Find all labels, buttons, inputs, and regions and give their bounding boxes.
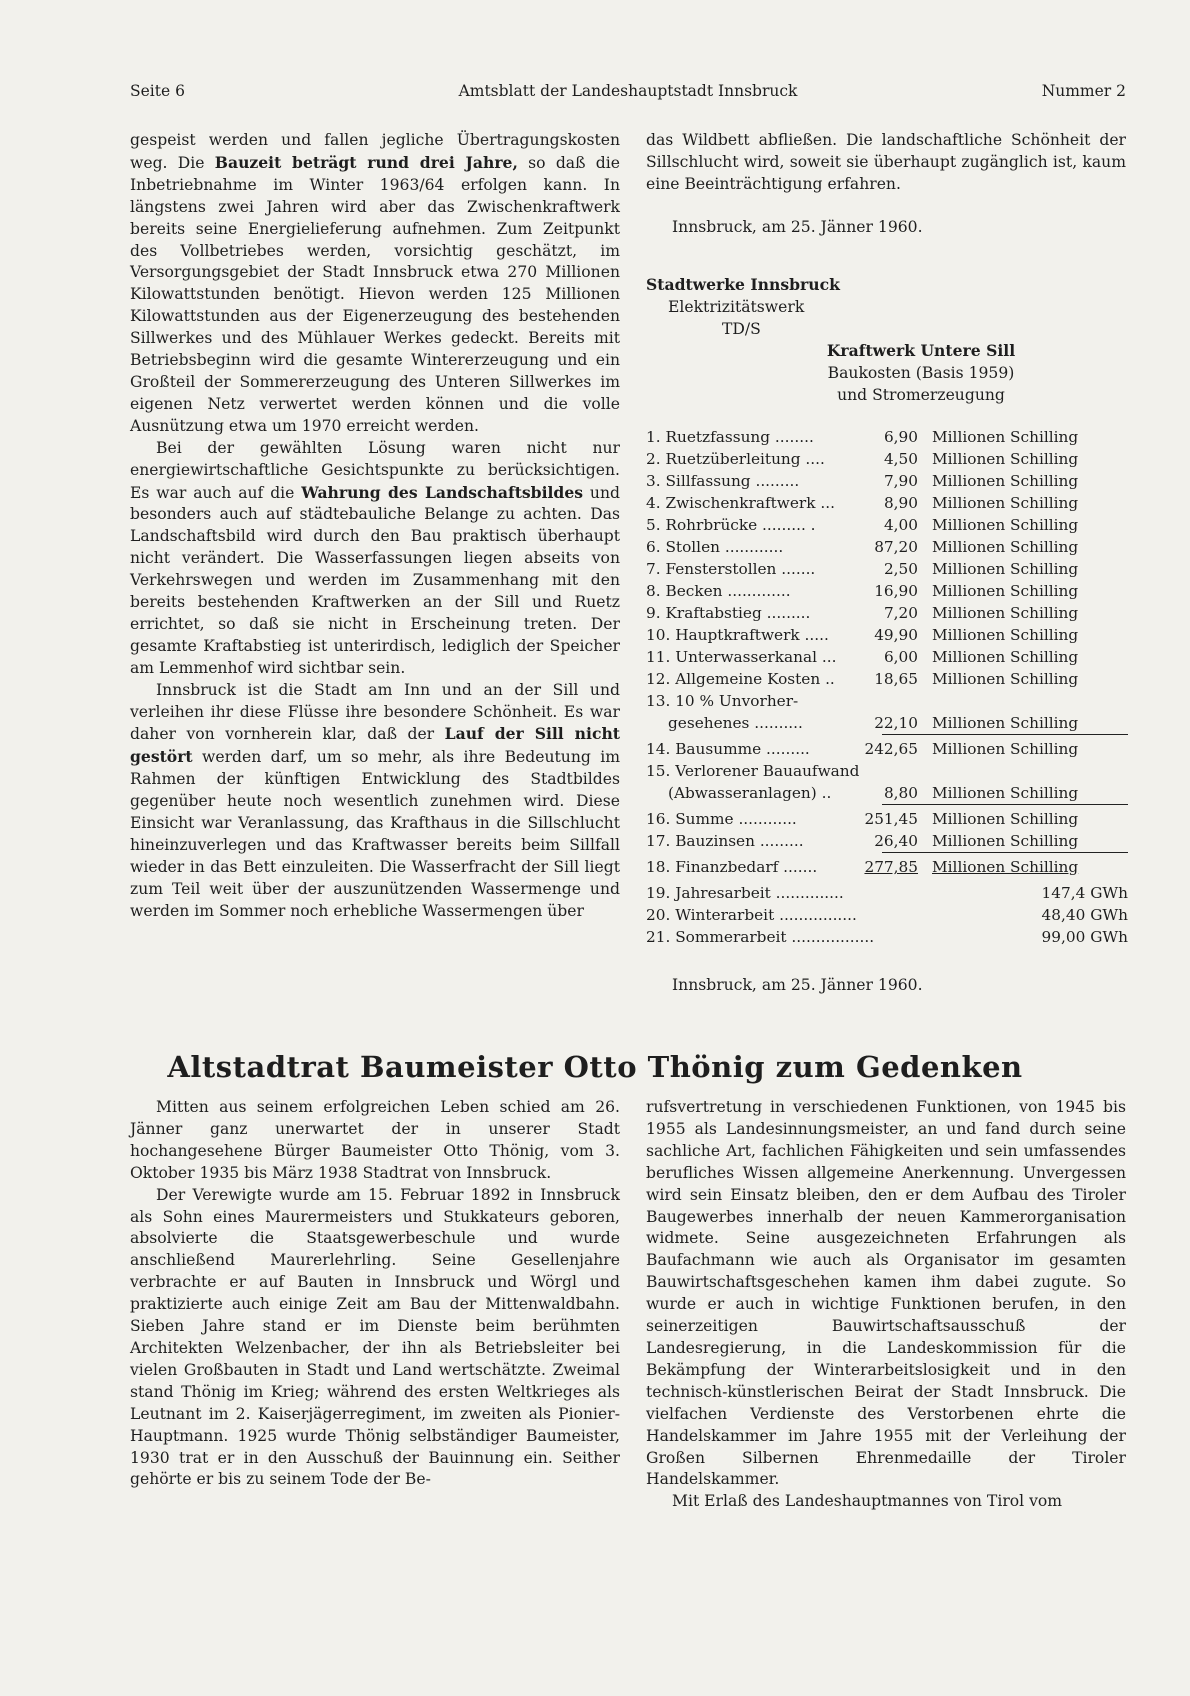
page-header	[130, 82, 1126, 104]
cost-item-unit: Millionen Schilling	[932, 604, 1079, 622]
cost-item-unit: Millionen Schilling	[932, 648, 1079, 666]
cost-item-amount: 2,50	[883, 560, 918, 578]
cost-item-label: 6. Stollen ............	[646, 538, 784, 556]
cost-item-unit: Millionen Schilling	[932, 450, 1079, 468]
energy-rows	[646, 884, 1128, 950]
paragraph: Der Verewigte wurde am 15. Februar 1892 in Innsbruck als Sohn eines Maurermeisters und Stukkateurs geboren, absolvierte die Staatsgewerbeschule und wurde anschließend Maurerlehrling. Seine Gesellenjahre verbrachte er auf Bauten in Innsbruck und Wörgl und praktizierte auch einige Zeit am Bau der Mittenwaldbahn. Sieben Jahre stand er im Dienste beim berühmten Architekten Welzenbacher, der ihn als Betriebsleiter bei vielen Großbauten in Stadt und Land wertschätzte. Zweimal stand Thönig im Krieg; während des ersten Weltkrieges als Leutnant im 2. Kaiserjägerregiment, im zweiten als Pionier-Hauptmann. 1925 wurde Thönig selbständiger Baumeister, 1930 trat er in den Ausschuß der Bauinnung ein. Seither gehörte er bis zu seinem Tode der Be-	[130, 1185, 620, 1489]
cost-item-label: 7. Fensterstollen .......	[646, 560, 816, 578]
paragraph: Innsbruck ist die Stadt am Inn und an der Sill und verleihen ihr diese Flüsse ihre besondere Schönheit. Es war daher von vornherein klar, daß der Lauf der Sill nicht gestört werden darf, um so mehr, als ihre Bedeutung im Rahmen der künftigen Entwicklung des Stadtbildes gegenüber heute noch wesentlich zunehmen wird. Diese Einsicht war Veranlassung, das Krafthaus in die Sillschlucht hineinzuverlegen und das Kraftwasser bereits beim Sillfall wieder in das Bett einzuleiten. Die Wasserfracht der Sill liegt zum Teil weit über der auszunützenden Wassermenge und werden im Sommer noch erhebliche Wassermengen über	[130, 680, 620, 920]
obituary-column-left	[130, 1097, 620, 1491]
paragraph: Mitten aus seinem erfolgreichen Leben schied am 26. Jänner ganz unerwartet der in unserer Stadt hochangesehene Bürger Baumeister Otto Thönig, vom 3. Oktober 1935 bis März 1938 Stadtrat von Innsbruck.	[130, 1098, 620, 1182]
energy-value: 48,40 GWh	[1041, 906, 1128, 924]
dateline: Innsbruck, am 25. Jänner 1960.	[672, 217, 923, 236]
cost-item-label: 5. Rohrbrücke ......... .	[646, 516, 816, 534]
emphasis: Lauf der Sill nicht gestört	[130, 724, 620, 767]
cost-item-label: 1. Ruetzfassung ........	[646, 428, 814, 446]
cost-item-unit: Millionen Schilling	[932, 560, 1079, 578]
cost-item-amount: 8,90	[883, 494, 918, 512]
cost-item-unit: Millionen Schilling	[932, 428, 1079, 446]
organization-name: Stadtwerke Innsbruck	[646, 275, 840, 294]
cost-item-amount: 7,90	[883, 472, 918, 490]
cost-item-amount: 49,90	[874, 626, 918, 644]
cost-item-amount: 6,00	[883, 648, 918, 666]
cost-item-label: 2. Ruetzüberleitung ....	[646, 450, 825, 468]
table-subtitle: und Stromerzeugung	[837, 386, 1005, 404]
cost-item-unit: Millionen Schilling	[932, 582, 1079, 600]
cost-item-label: 3. Sillfassung .........	[646, 472, 800, 490]
article-column-right	[646, 130, 1126, 239]
emphasis: Bauzeit beträgt rund drei Jahre,	[214, 152, 518, 172]
cost-table	[646, 428, 1128, 950]
cost-rows	[646, 428, 1128, 692]
cost-item-label: 9. Kraftabstieg .........	[646, 604, 811, 622]
cost-item-unit: Millionen Schilling	[932, 670, 1079, 688]
table-row	[646, 670, 1128, 692]
paragraph: gespeist werden und fallen jegliche Übertragungskosten weg. Die Bauzeit beträgt rund drei Jahre, so daß die Inbetriebnahme im Winter 1963/64 erfolgen kann. In längstens zwei Jahren wird aber das Zwischenkraftwerk bereits seine Energielieferung aufnehmen. Zum Zeitpunkt des Vollbetriebes werden, vorsichtig geschätzt, im Versorgungsgebiet der Stadt Innsbruck etwa 270 Millionen Kilowattstunden benötigt. Hievon werden 125 Millionen Kilowattstunden aus der Eigenerzeugung des bestehenden Sillwerkes und des Mühlauer Werkes gedeckt. Bereits mit Betriebsbeginn wird die gesamte Wintererzeugung und ein Großteil der Sommererzeugung des Unteren Sillwerkes im eigenen Netz verwertet werden können und die volle Ausnützung etwa um 1970 erreicht werden.	[130, 131, 620, 435]
cost-item-label: 8. Becken .............	[646, 582, 791, 600]
table-row	[646, 538, 1128, 560]
energy-value: 99,00 GWh	[1041, 928, 1128, 946]
cost-item-unit: Millionen Schilling	[932, 494, 1079, 512]
department-name: Elektrizitätswerk	[668, 298, 805, 316]
table-row	[646, 604, 1128, 626]
paragraph: Bei der gewählten Lösung waren nicht nur energiewirtschaftliche Gesichtspunkte zu berücksichtigen. Es war auch auf die Wahrung des Landschaftsbildes und besonders auch auf städtebauliche Belange zu achten. Das Landschaftsbild wird durch den Bau praktisch überhaupt nicht verändert. Die Wasserfassungen liegen abseits von Verkehrswegen und werden im Zusammenhang mit den bereits bestehenden Kraftwerken an der Sill und Ruetz errichtet, so daß sie nicht in Erscheinung treten. Der gesamte Kraftabstieg ist unterirdisch, lediglich der Speicher am Lemmenhof wird sichtbar sein.	[130, 438, 620, 677]
table-title: Kraftwerk Untere Sill	[826, 341, 1016, 360]
cost-item-unit: Millionen Schilling	[932, 472, 1079, 490]
cost-item-amount: 6,90	[883, 428, 918, 446]
energy-row	[646, 884, 1128, 906]
cost-item-amount: 4,00	[883, 516, 918, 534]
energy-value: 147,4 GWh	[1041, 884, 1128, 902]
table-subtitle: Baukosten (Basis 1959)	[827, 364, 1015, 382]
obituary-column-right	[646, 1097, 1126, 1513]
table-row	[646, 428, 1128, 450]
energy-row	[646, 906, 1128, 928]
issue-number: Nummer 2	[1041, 82, 1126, 100]
cost-item-amount: 4,50	[883, 450, 918, 468]
table-row	[646, 648, 1128, 670]
table-row: 17. Bauzinsen ......... 26,40 Millionen Schilling	[646, 832, 1079, 850]
cost-item-label: 4. Zwischenkraftwerk ...	[646, 494, 835, 512]
table-row	[646, 472, 1128, 494]
paragraph: das Wildbett abfließen. Die landschaftliche Schönheit der Sillschlucht wird, soweit sie überhaupt zugänglich ist, kaum eine Beeinträchtigung erfahren.	[646, 131, 1126, 193]
dateline: Innsbruck, am 25. Jänner 1960.	[672, 976, 923, 994]
cost-item-unit: Millionen Schilling	[932, 538, 1079, 556]
cost-item-unit: Millionen Schilling	[932, 626, 1079, 644]
table-row-total: 18. Finanzbedarf ....... 277,85 Millionen Schilling	[646, 858, 1079, 876]
reference-code: TD/S	[722, 320, 761, 338]
cost-item-label: 11. Unterwasserkanal ...	[646, 648, 837, 666]
page-number: Seite 6	[130, 82, 185, 100]
table-row: 14. Bausumme ......... 242,65 Millionen Schilling	[646, 740, 1079, 758]
table-row: 13. 10 % Unvorher- gesehenes .......... 22,10 Millionen Schilling	[646, 692, 1079, 732]
table-row: 16. Summe ............ 251,45 Millionen Schilling	[646, 810, 1079, 828]
energy-label: 19. Jahresarbeit ..............	[646, 884, 844, 902]
energy-label: 20. Winterarbeit ................	[646, 906, 857, 924]
table-row	[646, 582, 1128, 604]
cost-item-amount: 18,65	[874, 670, 918, 688]
cost-item-unit: Millionen Schilling	[932, 516, 1079, 534]
publication-title: Amtsblatt der Landeshauptstadt Innsbruck	[458, 82, 798, 100]
table-row	[646, 560, 1128, 582]
stadtwerke-block	[646, 274, 1126, 406]
energy-row	[646, 928, 1128, 950]
cost-item-amount: 87,20	[874, 538, 918, 556]
table-row	[646, 494, 1128, 516]
paragraph: Mit Erlaß des Landeshauptmannes von Tirol vom	[672, 1492, 1063, 1511]
table-row	[646, 626, 1128, 648]
energy-label: 21. Sommerarbeit .................	[646, 928, 875, 946]
cost-item-label: 10. Hauptkraftwerk .....	[646, 626, 829, 644]
emphasis: Wahrung des Landschaftsbildes	[301, 482, 584, 502]
table-row: 15. Verlorener Bauaufwand (Abwasseranlagen) .. 8,80 Millionen Schilling	[646, 762, 1079, 802]
cost-item-amount: 7,20	[883, 604, 918, 622]
table-row	[646, 450, 1128, 472]
obituary-heading: Altstadtrat Baumeister Otto Thönig zum Gedenken	[167, 1050, 1023, 1084]
cost-item-amount: 16,90	[874, 582, 918, 600]
paragraph: rufsvertretung in verschiedenen Funktionen, von 1945 bis 1955 als Landesinnungsmeister, an und fand durch seine sachliche Art, fachlichen Fähigkeiten und sein umfassendes berufliches Wissen allgemeine Anerkennung. Unvergessen wird sein Einsatz bleiben, den er dem Aufbau des Tiroler Baugewerbes innerhalb der neuen Kammerorganisation widmete. Seine ausgezeichneten Erfahrungen als Baufachmann wie auch als Organisator im gesamten Bauwirtschaftsgeschehen kamen ihm dabei zugute. So wurde er auch in wichtige Funktionen berufen, in den seinerzeitigen Bauwirtschaftsausschuß der Landesregierung, in die Landeskommission für die Bekämpfung der Winterarbeitslosigkeit und in den technisch-künstlerischen Beirat der Stadt Innsbruck. Die vielfachen Verdienste des Verstorbenen ehrte die Handelskammer im Jahre 1955 mit der Verleihung der Großen Silbernen Ehrenmedaille der Tiroler Handelskammer.	[646, 1098, 1126, 1489]
table-row	[646, 516, 1128, 538]
article-column-left	[130, 130, 620, 923]
cost-item-label: 12. Allgemeine Kosten ..	[646, 670, 835, 688]
